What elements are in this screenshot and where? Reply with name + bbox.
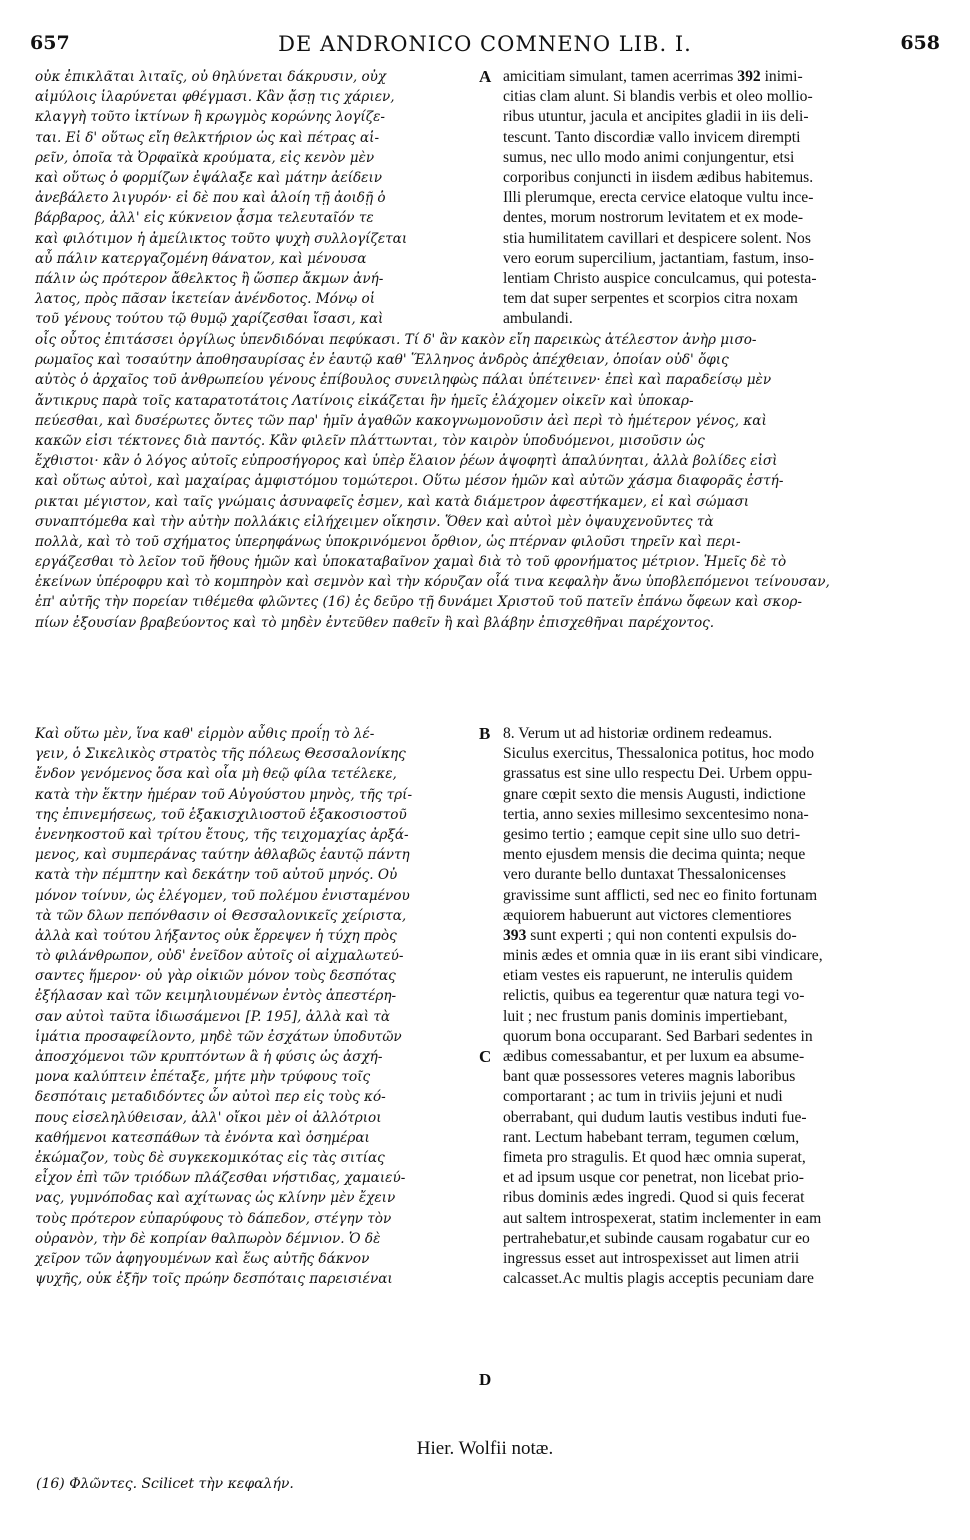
latin-line: amicitiam simulant, tamen acerrimas 392 inimi-	[503, 68, 803, 85]
greek-line: δεσπόταις μεταδιδόντες ὧν αὐτοὶ περ εἰς τοὺς κό-	[35, 1089, 386, 1106]
greek-line: σαν αὐτοὶ ταῦτα ἰδιωσάμενοι [P. 195], ἀλλὰ καὶ τὰ	[35, 1008, 391, 1025]
latin-line-with-number: 393 sunt experti ; qui non contenti expulsis do-	[503, 926, 797, 944]
latin-line: vero eorum supercilium, jactantiam, fastum, inso-	[503, 249, 814, 267]
latin-line: ribus utuntur, jacula et ancipites gladii in iis deli-	[503, 108, 809, 126]
page-number-right: 658	[900, 32, 940, 54]
latin-line: ribus dominis ædes ingredi. Quod si quis fecerat	[503, 1189, 805, 1207]
greek-line: ἱμάτια προσαφείλοντο, μηδὲ τῶν ἐσχάτων ὑποδυτῶν	[35, 1028, 402, 1045]
full-width-line: πίων ἐξουσίαν βραβεύοντος καὶ τὸ μηδὲν ἐντεῦθεν παθεῖν ἢ καὶ βλάβην ἐπισχεθῆναι παρέχοντος.	[35, 614, 715, 631]
greek-line: χεῖρον τῶν ἀφηγουμένων καὶ ἕως αὐτῆς δάκνον	[35, 1250, 370, 1267]
full-width-line: ἔχθιστοι· κἂν ὁ λόγος αὐτοῖς εὐπροσήγορος καὶ ὑπὲρ ἔλαιον ῥέων ἀψοφητὶ ἁπαλύνηται, ἀλλὰ βολίδες εἰσὶ	[35, 453, 778, 470]
latin-line: dentes, morum nostrorum levitatem et ex mode-	[503, 209, 804, 227]
greek-line: αὖ πάλιν κατεργαζομένη θάνατον, καὶ μένουσα	[35, 250, 367, 267]
latin-line: minis ædes et omnia quæ in iis erant sibi vindicare,	[503, 947, 823, 965]
full-width-line: κακῶν εἰσι τέκτονες διὰ παντός. Κἂν φιλεῖν πλάττωνται, τὸν καιρὸν ὑποδυόμενοι, μισοῦσιν ὡς	[35, 432, 705, 449]
latin-line: 8. Verum ut ad historiæ ordinem redeamus.	[503, 725, 773, 742]
greek-line: ἀποσχόμενοι τῶν κρυπτόντων ἃ ἡ φύσις ὡς ἀσχή-	[35, 1049, 383, 1065]
latin-line: sumus, nec ullo modo animi conjungentur, etsi	[503, 148, 795, 166]
latin-line: gravissime sunt afflicti, sed nec eo finito fortunam	[503, 886, 818, 904]
full-width-line: πεύεσθαι, καὶ δυσέρωτες ὄντες τῶν παρ' ἡμῖν ἀγαθῶν κακογνωμονοῦσιν ἀεὶ περὶ τὸ ἡμέτερον γένος, καὶ	[35, 412, 767, 429]
latin-line: lentiam Christo auspice conculcamus, qui potesta-	[503, 269, 817, 287]
latin-line: Illi plerumque, erecta cervice elatoque vultu ince-	[503, 189, 814, 207]
latin-line: relictis, quibus ea tegerentur quæ natura tegi vo-	[503, 987, 805, 1005]
greek-line: ἀλλὰ καὶ τούτου λήξαντος οὐκ ἔρρεψεν ἡ τύχη πρὸς	[35, 927, 397, 944]
latin-line: comportarant ; ac tum in triviis jejuni et nudi	[503, 1088, 783, 1106]
page-number-left: 657	[30, 32, 70, 54]
full-width-line: ρικται μέγιστον, καὶ ταῖς γνώμαις ἀσυναφεῖς ἐσμεν, καὶ κατὰ διάμετρον ἀφεστήκαμεν, εἰ καὶ σώμασι	[35, 493, 750, 510]
latin-line: etiam vestes eis rapuerunt, ne interulis quidem	[503, 967, 793, 985]
greek-line: της ἐπινεμήσεως, τοῦ ἑξακισχιλιοστοῦ ἑξακοσιοστοῦ	[35, 806, 407, 823]
latin-line: grassatus est sine ullo respectu Dei. Urbem oppu-	[503, 765, 813, 783]
full-width-line: ἄντικρυς παρὰ τοῖς καταρατοτάτοις Λατίνοις εἰκάζεται ἣν ἡμεῖς ἐλάχομεν οἰκεῖν καὶ ὑποκαρ-	[35, 392, 694, 409]
latin-line: mento ejusdem mensis die decima quinta; neque	[503, 846, 806, 864]
greek-line: κλαγγὴ τοῦτο ἰκτίνων ἢ κρωγμὸς κορώνης λογίζε-	[35, 109, 386, 126]
greek-line: νας, γυμνόποδας καὶ αχίτωνας ὡς κλίνην μὲν ἔχειν	[35, 1190, 396, 1207]
greek-line: βάρβαρος, ἀλλ' εἰς κύκνειον ᾆσμα τελευταῖόν τε	[35, 210, 374, 227]
latin-line: ingressus esset aut introspexisset aut limen atrii	[503, 1249, 800, 1267]
greek-line: ται. Εἰ δ' οὕτως εἴη θελκτήριον ὡς καὶ πέτρας αἱ-	[35, 129, 380, 146]
latin-line: stia humilitatem cavillari et despicere solent. Nos	[503, 229, 811, 247]
latin-line: tescunt. Tanto discordiæ vallo invicem dirempti	[503, 128, 801, 146]
running-title: DE ANDRONICO COMNENO LIB. I.	[278, 32, 692, 56]
greek-line: τὸ φιλάνθρωπον, οὐδ' ἐνεῖδον αὐτοῖς οἱ αἰχμαλωτεύ-	[35, 948, 404, 965]
latin-line: et ad ipsum usque cor penetrat, non licebat prio-	[503, 1169, 804, 1187]
latin-line: ambulandi.	[503, 310, 573, 328]
greek-line: τοὺς πρότερον εὐπαρύφους τὸ δάπεδον, στέγην τὸν	[35, 1210, 392, 1227]
greek-line: λατος, πρὸς πᾶσαν ἱκετείαν ἀνένδοτος. Μόνῳ οἱ	[35, 291, 376, 308]
latin-line: gesimo tertio ; eamque cepit sine ullo suo detri-	[503, 825, 801, 843]
greek-line: σαντες ἥμερον· οὐ γὰρ οἰκιῶν μόνον τοὺς δεσπότας	[35, 968, 396, 985]
greek-line: Καὶ οὕτω μὲν, ἵνα καθ' εἱρμὸν αὖθις προΐῃ τὸ λέ-	[35, 726, 375, 742]
greek-line: ἐξήλασαν καὶ τῶν κειμηλιουμένων ἐντὸς ἀπεστέρη-	[35, 988, 397, 1005]
page-header	[30, 32, 940, 56]
latin-line: tem dat super serpentes et scorpios citra noxam	[503, 290, 798, 308]
greek-column-section-2	[35, 724, 493, 1289]
greek-line: ρεῖν, ὁποῖα τὰ Ὀρφαϊκὰ κρούματα, εἰς κενὸν μὲν	[35, 149, 375, 166]
greek-line: κατὰ τὴν ἕκτην ἡμέραν τοῦ Αὐγούστου μηνὸς, τῆς τρί-	[35, 786, 413, 803]
notes-title: Hier. Wolfii notæ.	[416, 1438, 554, 1459]
footnote: (16) Φλῶντες. Scilicet τὴν κεφαλήν.	[36, 1476, 294, 1492]
greek-line: μόνον τοίνυν, ὡς ἐλέγομεν, τοῦ πολέμου ἐνισταμένου	[35, 887, 410, 904]
greek-line: γειν, ὁ Σικελικὸς στρατὸς τῆς πόλεως Θεσσαλονίκης	[35, 746, 406, 763]
latin-line: luit ; nec frustum panis dominis impertiebant,	[503, 1007, 788, 1025]
latin-line: bant quæ possessores veteres magnis laboribus	[503, 1068, 796, 1086]
greek-line: ἐκώμαζον, τοὺς δὲ συγκεκομικότας εἰς τὰς σιτίας	[35, 1149, 385, 1166]
full-width-line: οἷς οὗτος ἐπιτάσσει ὀργίλως ὑπενδιδόναι πεφύκασι. Τί δ' ἂν κακὸν εἴη παρεικὼς ἀτέλεστον ἀνὴρ μισο-	[35, 332, 757, 348]
margin-mark-a: A	[479, 67, 492, 86]
latin-column-section-1	[503, 67, 935, 328]
full-width-line: συναπτόμεθα καὶ τὴν αὐτὴν πολλάκις εἰλήχειμεν οἴκησιν. Ὅθεν καὶ αὐτοὶ μὲν ὀψαυχενοῦντες τὰ	[35, 513, 714, 530]
greek-line: πάλιν ὡς πρότερον ἄθελκτος ἢ ὥσπερ ἄκμων ἀνή-	[35, 270, 384, 287]
greek-line: καθήμενοι κατεσπάθων τὰ ἐνόντα καὶ ὁσημέραι	[35, 1129, 370, 1146]
greek-line: αἱμύλοις ἱλαρύνεται φθέγμασι. Κἂν ᾄσῃ τις χάριεν,	[35, 89, 395, 106]
latin-line: corporibus conjuncti in iisdem ædibus habitemus.	[503, 168, 814, 186]
full-width-line: καὶ οὕτως αὐτοὶ, καὶ μαχαίρας ἀμφιστόμου τομώτεροι. Οὕτω μέσον ἡμῶν καὶ αὐτῶν χάσμα διαφορᾶς ἐστή-	[35, 473, 784, 490]
latin-line: quorum bona occuparant. Sed Barbari sedentes in	[503, 1027, 813, 1045]
latin-line: rant. Lectum habebant terram, tegumen cœlum,	[503, 1128, 800, 1146]
latin-line: vero durante bello duntaxat Thessalonicenses	[503, 866, 786, 884]
full-width-line: αὐτὸς ὁ ἀρχαῖος τοῦ ἀνθρωπείου γένους ἐπίβουλος συνειληφὼς πάλαι ὑπέτεινεν· ἐπεὶ καὶ παραδείσῳ μὲν	[35, 372, 772, 389]
latin-line: gnare cœpit sexto die mensis Augusti, indictione	[503, 785, 806, 803]
latin-line: oberrabant, qui dudum lautis vestibus induti fue-	[503, 1108, 807, 1126]
latin-line: tertia, anno sexies millesimo sexcentesimo nona-	[503, 805, 809, 823]
latin-line: Siculus exercitus, Thessalonica potitus, hoc modo	[503, 745, 815, 763]
greek-line: καὶ οὕτως ὁ φορμίζων ἐψάλαξε καὶ μάτην ἀείδειν	[35, 169, 383, 186]
marginal-number-392: 392	[737, 68, 761, 85]
latin-line: fimeta pro stragulis. Et quod hæc omnia superat,	[503, 1148, 806, 1166]
latin-column-section-2	[503, 724, 935, 1289]
greek-line: οὐκ ἐπικλᾶται λιταῖς, οὐ θηλύνεται δάκρυσιν, οὐχ	[35, 69, 387, 85]
greek-line: ἐνενηκοστοῦ καὶ τρίτου ἔτους, τῆς τειχομαχίας ἀρξά-	[35, 826, 409, 843]
full-width-paragraph	[35, 330, 935, 633]
greek-line: τὰ τῶν δλων πεπόνθασιν οἱ Θεσσαλονικεῖς χείριστα,	[35, 907, 407, 924]
full-width-line: ρωμαῖος καὶ τοσαύτην ἀποθησαυρίσας ἐν ἑαυτῷ καθ' Ἕλληνος ἀνδρὸς ἀπέχθειαν, ὁποίαν οὐδ' ὄφις	[35, 352, 729, 369]
marginal-number-393: 393	[503, 926, 531, 944]
greek-line: εἶχον ἐπὶ τῶν τριόδων πλάζεσθαι νήστιδας, χαμαιεύ-	[35, 1170, 406, 1187]
full-width-line: ἐκείνων ὑπέροφρυ καὶ τὸ κομπηρὸν καὶ σεμνὸν καὶ τὴν κόρυζαν οἷά τινα κεφαλὴν ἄνω ὑποβλεπόμενοι τείνουσαν,	[35, 574, 830, 591]
latin-line: ædibus comessabantur, et per luxum ea absume-	[503, 1048, 805, 1065]
greek-line: κατὰ τὴν πέμπτην καὶ δεκάτην τοῦ αὐτοῦ μηνός. Οὐ	[35, 867, 398, 884]
full-width-line: εργάζεσθαι τὸ λεῖον τοῦ ἤθους ἡμῶν καὶ ὑποκαταβαῖνον χαμαὶ διὰ τὸ τοῦ φρονήματος μέτριον. Ἡμεῖς δὲ τὸ	[35, 554, 787, 571]
margin-mark-c: C	[479, 1047, 492, 1066]
greek-line: τοῦ γένους τούτου τῷ θυμῷ χαρίζεσθαι ἴσασι, καὶ	[35, 311, 384, 328]
latin-line: citias clam alunt. Si blandis verbis et oleo mollio-	[503, 88, 813, 106]
full-width-line: ἐπ' αὐτῆς τὴν πορείαν τιθέμεθα φλῶντες (16) ἐς δεῦρο τῇ δυνάμει Χριστοῦ τοῦ πατεῖν ἐπάνω ὄφεων καὶ σκορ-	[35, 594, 802, 611]
greek-line: πους εἰσεληλύθεισαν, ἀλλ' οἴκοι μὲν οἱ ἀλλότριοι	[35, 1109, 382, 1126]
greek-line: οὐρανὸν, τὴν δὲ κοπρίαν θαλπωρὸν δέμνιον. Ὁ δὲ	[35, 1230, 381, 1247]
greek-column-section-1	[35, 67, 493, 329]
greek-line: μενος, καὶ συμπεράνας ταύτην ἀθλαβῶς ἑαυτῷ πάντη	[35, 847, 410, 864]
margin-mark-b: B	[479, 724, 491, 743]
latin-line: aut saltem introspexerat, statim inclementer in eam	[503, 1209, 822, 1227]
greek-line: ψυχῆς, οὐκ ἐξῆν τοῖς πρώην δεσπόταις παρεισιέναι	[35, 1271, 393, 1288]
latin-line: æquiorem habuerunt aut victores clementiores	[503, 906, 792, 924]
full-width-line: πολλὰ, καὶ τὸ τοῦ σχήματος ὑπερηφάνως ὑποκρινόμενοι ὄρθιον, ὡς πτέρναν φιλοῦσι τηρεῖν καὶ περι-	[35, 533, 741, 550]
margin-mark-d: D	[479, 1370, 492, 1389]
latin-line: pertrahebatur,et subinde causam rogabatur cur eo	[503, 1229, 810, 1247]
greek-line: μονα καλύπτειν ἐπέταξε, μήτε μὴν τρύφους τοῖς	[35, 1069, 371, 1086]
latin-line: calcasset.Ac multis plagis acceptis pecuniam dare	[503, 1270, 814, 1288]
greek-line: ἀνεβάλετο λιγυρόν· εἰ δὲ που καὶ ἁλοίη τῇ ἀοιδῇ ὁ	[35, 190, 386, 207]
greek-line: ἔνδον γενόμενος ὅσα καὶ οἷα μὴ θεῷ φίλα τετέλεκε,	[35, 766, 397, 783]
greek-line: καὶ φιλότιμον ἡ ἀμείλικτος τοῦτο ψυχὴ συλλογίζεται	[35, 230, 408, 247]
